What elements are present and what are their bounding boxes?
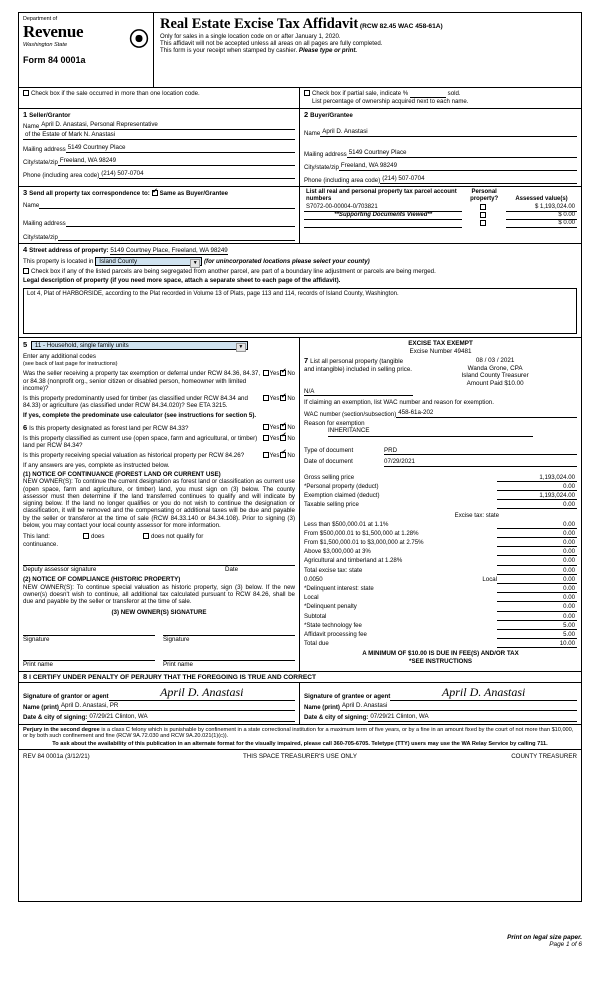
grantor-signature-block [19, 683, 300, 723]
chevron-down-icon[interactable]: ▼ [236, 343, 246, 352]
buyer-name-value[interactable]: April D. Anastasi [320, 128, 577, 137]
exemption-claimed-label: Exemption claimed (deduct) [304, 492, 380, 500]
local-label: Local [482, 575, 497, 583]
seller-name-label: Name [23, 122, 40, 130]
section-7-number: 7 [304, 355, 309, 365]
sec6-q3-yes-checkbox[interactable] [263, 452, 269, 458]
right-column [300, 338, 581, 671]
section-1-heading: Seller/Grantor [29, 111, 71, 119]
section-3-correspondence [19, 187, 300, 243]
continuance-word: continuance. [23, 540, 59, 548]
excise-tax-stamp [304, 340, 577, 356]
section-8-certification [19, 671, 581, 683]
bracket-2-label: From $1,500,000.01 to $3,000,000 at 2.75% [304, 539, 424, 546]
new-owner-printname-field-2[interactable] [163, 649, 295, 661]
county-note: (for unincorporated locations please select your county) [203, 258, 370, 266]
stamp-line-3: 08 / 03 / 2021 [475, 356, 515, 364]
seller-city-value[interactable]: Freeland, WA 98249 [58, 157, 295, 166]
section-3-number: 3 [23, 188, 28, 198]
notice-compliance-body: NEW OWNER(S): To continue special valuation as historic property, sign (3) below. If the new owner(s) doesn't wish to continue, all additional tax calculated pursuant to RCW 84.26, shall be due and payable by the seller or transferor at the time of sale. [23, 583, 295, 606]
personal-property-deduct-value[interactable]: 0.00 [497, 483, 577, 491]
total-due-value[interactable]: 10.00 [497, 640, 577, 648]
sec5-q1-text: Was the seller receiving a property tax exemption or deferral under RCW 84.36, 84.37, or 84.38 (nonprofit org., senior citizen or disabled person, homeowner with limited income)? [23, 370, 261, 392]
wac-number-value[interactable]: 458-61a-202 [396, 409, 577, 418]
delinquent-interest-local-value[interactable]: 0.00 [497, 594, 577, 602]
doctype-label: Type of document [304, 447, 354, 455]
title-block [154, 13, 581, 87]
deputy-assessor-label: Deputy assessor signature [23, 566, 97, 574]
header-line-3-italic: Please type or print. [298, 47, 358, 55]
perjury-text: is a class C felony which is punishable by confinement in a state correctional institution for a maximum term of five years, or by a fine in an amount fixed by the court of not more than $10,000, or by both such confinement and fine (RCW 9A.72.030 and RCW 9A.20.021(1)(c)). [23, 726, 574, 740]
sec5-q1-yes-checkbox[interactable] [263, 370, 269, 376]
stamp-line-1: EXCISE TAX EXEMPT [408, 339, 473, 347]
state-technology-fee-label: *State technology fee [304, 621, 362, 629]
multi-location-checkbox[interactable] [23, 90, 29, 96]
parcel-value-0[interactable]: S7072-00-00004-0/703821 [304, 204, 462, 212]
bracket-1-value[interactable]: 0.00 [497, 530, 577, 538]
corr-name-value[interactable] [39, 200, 295, 209]
sec5-q2-yes-checkbox[interactable] [263, 395, 269, 401]
corr-mailing-value[interactable] [66, 218, 295, 227]
bracket-4-value[interactable]: 0.00 [497, 557, 577, 565]
deputy-date-label: Date [225, 566, 239, 574]
multi-location-check-row [19, 88, 300, 108]
total-excise-state-value[interactable]: 0.00 [497, 567, 577, 575]
section-1-seller [19, 109, 300, 187]
new-owner-printname-field-1[interactable] [23, 649, 155, 661]
docdate-value[interactable]: 07/29/2021 [384, 458, 577, 466]
grantor-date-value[interactable]: 07/29/21 Clinton, WA [87, 713, 295, 722]
grantee-signature-block [300, 683, 581, 723]
rev-number: REV 84 0001a (3/12/21) [23, 753, 90, 761]
bracket-0-label: Less than $500,000.01 at 1.1% [304, 520, 389, 528]
alternate-format-note: To ask about the availability of this publication in an alternate format for the visually impaired, please call 360-705-6705. Teletype (TTY) users may use the WA Relay Service by calling 711. [52, 740, 548, 747]
ownership-pct-label: List percentage of ownership acquired next to each name. [312, 98, 469, 106]
stamp-line-2: Excise Number 49481 [409, 347, 472, 355]
grantee-date-label: Date & city of signing: [304, 714, 369, 722]
print-footer [507, 934, 582, 948]
sec6-q2-no-checkbox[interactable] [280, 435, 286, 441]
signature-label-2: Signature [163, 635, 190, 643]
personal-property-value[interactable]: N/A [304, 388, 413, 396]
personal-property-deduct-label: *Personal property (deduct) [304, 482, 379, 490]
see-instructions-note: *SEE INSTRUCTIONS [409, 657, 472, 665]
partial-sale-check-row [300, 88, 581, 108]
local-value[interactable]: 0.00 [497, 576, 577, 584]
delinquent-interest-state-label: *Delinquent interest: state [304, 584, 374, 592]
buyer-mailing-label: Mailing address [304, 151, 347, 159]
multi-location-label: Check box if the sale occurred in more than one location code. [31, 90, 200, 97]
state-technology-fee-value[interactable]: 5.00 [497, 622, 577, 630]
bracket-2-value[interactable]: 0.00 [497, 539, 577, 547]
perjury-bold: Perjury in the second degree [23, 726, 100, 733]
revenue-logo-icon: ⦿ [129, 29, 149, 51]
seller-mailing-value[interactable]: 5149 Courtney Place [66, 144, 295, 153]
section-4-number: 4 [23, 245, 28, 255]
title-citation: (RCW 82.45 WAC 458-61A) [359, 23, 443, 30]
legal-description-value[interactable]: Lot 4, Plat of HARBORSIDE, according to the Plat recorded in Volume 13 of Plats, page 113 and 114, records of Island County, Washington. [23, 288, 577, 334]
sec6-q2-text: Is this property classified as current use (open space, farm and agricultural, or timber) land per RCW 84.34? [23, 434, 258, 450]
sec5-ifyes-note: If yes, complete the predominate use calculator (see instructions for section 5). [23, 411, 257, 419]
perjury-notice [19, 724, 581, 750]
form-header [19, 13, 581, 88]
page-number: Page 1 of 6 [549, 941, 582, 948]
bracket-1-label: From $500,000.01 to $1,500,000 at 1.28% [304, 529, 419, 537]
grantor-print-value[interactable]: April D. Anastasi, PR [59, 702, 295, 711]
affidavit-processing-fee-label: Affidavit processing fee [304, 630, 367, 638]
table-row [304, 204, 577, 212]
delinquent-penalty-value[interactable]: 0.00 [497, 603, 577, 611]
deputy-assessor-signature-field[interactable] [23, 554, 295, 566]
sec5-q1-no-checkbox[interactable] [280, 370, 286, 376]
sec5-q2-no-checkbox[interactable] [280, 395, 286, 401]
buyer-city-value[interactable]: Freeland, WA 98249 [339, 162, 577, 171]
treasurer-space-note: THIS SPACE TREASURER'S USE ONLY [243, 753, 357, 761]
gross-selling-price-value[interactable]: 1,193,024.00 [497, 474, 577, 482]
grantee-print-label: Name (print) [304, 703, 340, 711]
seller-name-value-2[interactable]: of the Estate of Mark N. Anastasi [23, 131, 295, 140]
seller-phone-value[interactable]: (214) 507-0704 [99, 170, 295, 179]
table-row [304, 220, 577, 228]
taxable-selling-price-value[interactable]: 0.00 [497, 501, 577, 509]
parcel-value-2[interactable] [304, 220, 462, 228]
county-select-value: Island County [99, 258, 138, 266]
affidavit-form [18, 12, 582, 902]
grantee-date-value[interactable]: 07/29/21 Clinton, WA [368, 713, 577, 722]
state-label: Washington State [23, 42, 68, 49]
sec6-q3-text: Is this property receiving special valuation as historical property per RCW 84.26? [23, 451, 245, 459]
exemption-claimed-value[interactable]: 1,193,024.00 [497, 492, 577, 500]
land-does-qualify-checkbox[interactable] [83, 533, 89, 539]
sec6-q1-text: Is this property designated as forest land per RCW 84.33? [29, 425, 189, 433]
notice-continuance-title: (1) NOTICE OF CONTINUANCE (FOREST LAND OR CURRENT USE) [23, 470, 221, 478]
exemption-instruction: If claiming an exemption, list WAC number and reason for exemption. [304, 399, 494, 407]
land-use-value: 11 - Household, single family units [34, 341, 129, 349]
legal-size-note: Print on legal size paper. [507, 934, 582, 941]
form-number: Form 84 0001a [23, 55, 86, 66]
sec6-ifany-note: If any answers are yes, complete as instructed below. [23, 461, 170, 469]
grantee-signature-value[interactable]: April D. Anastasi [390, 685, 577, 700]
header-line-3: This form is your receipt when stamped by cashier. [160, 47, 298, 55]
county-treasurer-label: COUNTY TREASURER [511, 753, 577, 761]
parcel-col-header: List all real and personal property tax parcel account numbers [306, 189, 457, 203]
corr-name-label: Name [23, 202, 40, 209]
grantee-signature-label: Signature of grantee or agent [304, 693, 391, 701]
minimum-due-note: A MINIMUM OF $10.00 IS DUE IN FEE(S) AND/OR TAX [362, 650, 519, 658]
header-line-1: Only for sales in a single location code on or after January 1, 2020. [160, 33, 341, 41]
partial-sale-label: Check box if partial sale, indicate % [312, 90, 409, 97]
county-select[interactable] [95, 257, 202, 266]
grantor-date-label: Date & city of signing: [23, 714, 88, 722]
sec6-q1-yes-checkbox[interactable] [263, 424, 269, 430]
assessed-col-header: Assessed value(s) [515, 196, 568, 203]
docdate-label: Date of document [304, 458, 353, 466]
agency-block [19, 13, 154, 87]
assessed-value-2[interactable]: $ 0.00 [506, 220, 577, 228]
taxable-selling-price-label: Taxable selling price [304, 501, 359, 509]
section-8-heading: I CERTIFY UNDER PENALTY OF PERJURY THAT THE FOREGOING IS TRUE AND CORRECT [29, 673, 317, 681]
section-4-property [19, 244, 581, 286]
same-as-buyer-label: Same as Buyer/Grantee [159, 190, 229, 198]
seller-mailing-label: Mailing address [23, 146, 66, 154]
bracket-0-value[interactable]: 0.00 [497, 521, 577, 529]
page-title: Real Estate Excise Tax Affidavit [160, 16, 359, 32]
assessed-value-1[interactable]: $ 0.00 [506, 212, 577, 220]
see-back-note: (see back of last page for instructions) [23, 360, 118, 367]
grantor-signature-value[interactable]: April D. Anastasi [109, 685, 295, 700]
section-2-buyer [300, 109, 581, 187]
additional-codes-label: Enter any additional codes [23, 353, 96, 361]
partial-sale-suffix: sold. [447, 90, 461, 97]
stamp-line-5: Island County Treasurer [461, 372, 529, 380]
total-excise-state-label: Total excise tax: state [304, 566, 363, 574]
sec6-q1-no-checkbox[interactable] [280, 424, 286, 430]
reason-exemption-value[interactable]: INHERITANCE [328, 427, 533, 437]
department-label: Department of [23, 16, 58, 22]
gross-selling-price-label: Gross selling price [304, 473, 355, 481]
section-3-parcels [300, 187, 581, 243]
personal-checkbox-1[interactable] [480, 212, 486, 218]
buyer-mailing-value[interactable]: 5149 Courtney Place [347, 149, 577, 158]
subtotal-value[interactable]: 0.00 [497, 613, 577, 621]
seller-city-label: City/state/zip [23, 159, 58, 167]
corr-city-label: City/state/zip [23, 234, 58, 241]
revenue-wordmark: Revenue [23, 22, 84, 42]
partial-sale-checkbox[interactable] [304, 90, 310, 96]
stamp-line-6: Amount Paid $10.00 [466, 380, 524, 388]
same-as-buyer-checkbox[interactable] [152, 190, 158, 196]
section-2-number: 2 [304, 109, 309, 119]
printname-label-1: Print name [23, 661, 53, 669]
signature-label-1: Signature [23, 635, 50, 643]
section-3-heading: Send all property tax correspondence to: [29, 190, 150, 198]
sec6-q2-yes-checkbox[interactable] [263, 435, 269, 441]
header-line-2: This affidavit will not be accepted unless all areas on all pages are fully completed. [160, 40, 383, 48]
personal-property-label: List all personal property (tangible and intangible) included in selling price. [304, 357, 413, 373]
sec6-q3-no-checkbox[interactable] [280, 452, 286, 458]
parcel-value-1[interactable]: **Supporting Documents Viewed** [304, 212, 462, 220]
bracket-3-label: Above $3,000,000 at 3% [304, 548, 371, 556]
section-1-number: 1 [23, 109, 28, 119]
grantor-print-label: Name (print) [23, 703, 59, 711]
new-owner-signature-field-2[interactable] [163, 624, 295, 636]
excise-tax-state-label: Excise tax: state [454, 512, 499, 520]
buyer-phone-label: Phone (including area code) [304, 177, 381, 185]
chevron-down-icon[interactable]: ▼ [190, 259, 200, 268]
section-2-heading: Buyer/Grantee [310, 111, 353, 119]
land-does-not-label: does not qualify for [151, 533, 204, 541]
affidavit-processing-fee-value[interactable]: 5.00 [497, 631, 577, 639]
buyer-name-label: Name [304, 130, 321, 138]
wac-number-label: WAC number (section/subsection) [304, 410, 397, 418]
land-does-label: does [91, 533, 105, 541]
reason-exemption-label: Reason for exemption [304, 419, 365, 427]
table-row [304, 212, 577, 220]
notice-continuance-body: NEW OWNER(S): To continue the current designation as forest land or classification as current use (open space, farm and agriculture, or timber) land, you must sign on (3) below. The county assessor must then determine if the land transferred continues to qualify and will indicate by signing below. If the land no longer qualifies or you do not wish to continue the designation or classification, it will be removed and the compensating or additional taxes will be due and payable by the seller or transferor at the time of sale (RCW 84.33.140 or 84.34.108). Prior to signing (3) below, you may contact your local county assessor for more information. [23, 478, 295, 530]
section-8-number: 8 [23, 671, 28, 681]
local-rate-value[interactable]: 0.0050 [304, 575, 323, 583]
printname-label-2: Print name [163, 661, 193, 669]
buyer-city-label: City/state/zip [304, 164, 339, 172]
stamp-line-4: Wanda Grone, CPA [467, 364, 523, 372]
seller-name-value[interactable]: April D. Anastasi, Personal Representative [39, 121, 295, 130]
street-address-label: Street address of property: [29, 247, 109, 255]
segregation-label: Check box if any of the listed parcels are being segregated from another parcel, are part of a boundary line adjustment or parcels are being merged. [31, 268, 436, 276]
seller-phone-label: Phone (including area code) [23, 172, 100, 180]
bracket-3-value[interactable]: 0.00 [497, 548, 577, 556]
corr-mailing-label: Mailing address [23, 220, 66, 227]
personal-checkbox-2[interactable] [480, 220, 486, 226]
segregation-checkbox[interactable] [23, 268, 29, 274]
located-in-label: This property is located in [23, 258, 94, 266]
personal-checkbox-0[interactable] [480, 204, 486, 210]
street-address-value[interactable]: 5149 Courtney Place, Freeland, WA 98249 [110, 247, 228, 255]
notice-compliance-title: (2) NOTICE OF COMPLIANCE (HISTORIC PROPERTY) [23, 576, 181, 584]
land-does-not-qualify-checkbox[interactable] [143, 533, 149, 539]
delinquent-interest-local-label: Local [304, 594, 319, 602]
personal-col-header: Personal property? [470, 189, 499, 203]
grantor-signature-label: Signature of grantor or agent [23, 693, 109, 701]
land-use-select[interactable] [31, 341, 248, 350]
new-owner-signature-field-1[interactable] [23, 624, 155, 636]
buyer-phone-value[interactable]: (214) 507-0704 [380, 175, 577, 184]
assessed-value-0[interactable]: $ 1,193,024.00 [506, 204, 577, 212]
delinquent-interest-state-value[interactable]: 0.00 [497, 585, 577, 593]
grantee-print-value[interactable]: April D. Anastasi [340, 702, 577, 711]
subtotal-label: Subtotal [304, 612, 327, 620]
delinquent-penalty-label: *Delinquent penalty [304, 603, 357, 611]
legal-description-label: Legal description of property (if you need more space, attach a separate sheet to each page of the affidavit). [23, 276, 341, 284]
total-due-label: Total due [304, 640, 329, 648]
corr-city-value[interactable] [58, 232, 295, 241]
new-owner-signature-title: (3) NEW OWNER(S) SIGNATURE [111, 608, 207, 616]
section-6-number: 6 [23, 423, 28, 433]
sections-5-7-row [19, 337, 581, 671]
doctype-value[interactable]: PRD [384, 447, 577, 455]
this-land-label: This land: [23, 533, 50, 541]
section-5-number: 5 [23, 339, 28, 349]
left-column: 5 11 - Household, single family units ▼ Enter any additional codes (see back of last page for instructions) Was the seller receiving a property tax exemption or deferral under RCW 84.36, 84.37, or 84.38 (nonprofit org., senior citizen or disabled person, homeowner with limited income)? Yes ✔ No Is this property predominantly used for timber (as classified under RCW 84.34 and 84.33) or agriculture (as classified under RCW 84.34.020)? See ETA 3215. Yes ✔ No If yes, complete the predominate use calculator (see instructions for section 5). 6 Is this property designated as forest land per RCW 84.33? Yes ✔ No Is this property classified as current use (open space, farm and agricultural, or timber) land per RCW 84.34? Yes ✔ No Is this property receiving special valuation as historical property per RCW 84.26? Yes ✔ No If any answers are yes, complete as instructed below. (1) NOTICE OF CONTINUANCE (FOREST LAND OR CURRENT USE) NEW OWNER(S): To continue the current designation as forest land or classification as current use (open space, farm and agriculture, or timber) land, you must sign on (3) below. The county assessor must then determine if the land transferred continues to qualify and will indicate by signing below. If the land no longer qualifies or you do not wish to continue the designation or classification, it will be removed and the compensating or additional taxes will be due and payable by the seller or transferor at the time of sale (RCW 84.33.140 or 84.34.108). Prior to signing (3) below, you may contact your local county assessor for more information. This land: does does not qualify for continuance. Deputy assessor signature Date (2) NOTICE OF COMPLIANCE (HISTORIC PROPERTY) NEW OWNER(S): To continue special valuation as historic property, sign (3) below. If the new owner(s) doesn't wish to continue, all additional tax calculated pursuant to RCW 84.26, shall be due and payable by the seller or transferor at the time of sale. (3) NEW OWNER(S) SIGNATURE Signature Signature Print name Print name [19, 338, 300, 671]
bracket-4-label: Agricultural and timberland at 1.28% [304, 557, 403, 565]
parcel-table [304, 189, 577, 228]
sec5-q2-text: Is this property predominantly used for timber (as classified under RCW 84.34 and 84.33) or agriculture (as classified under RCW 84.34.020)? See ETA 3215. [23, 395, 248, 410]
